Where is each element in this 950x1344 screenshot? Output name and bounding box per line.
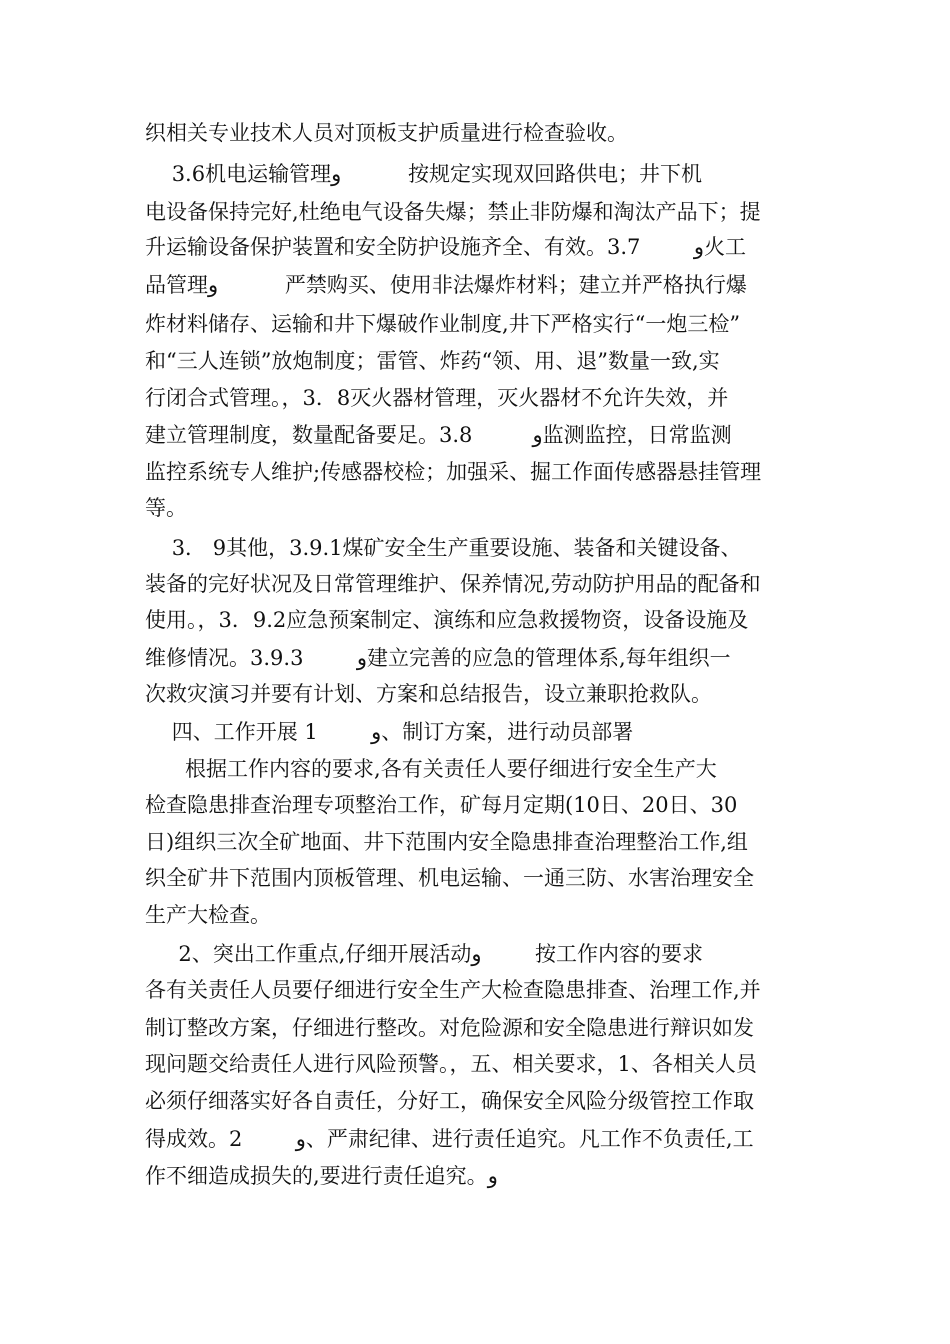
text-line: 织相关专业技术人员对顶板支护质量进行检查验收。 [145,121,628,145]
text-line: 使用。，3．9.2应急预案制定、演练和应急救援物资，设备设施及 [145,608,749,632]
text-line: 生产大检查。 [145,903,271,927]
text-line: 装备的完好状况及日常管理维护、保养情况,劳动防护用品的配备和 [145,572,761,596]
text-line: 根据工作内容的要求,各有关责任人要仔细进行安全生产大 [145,757,717,781]
text-line: 等。 [145,496,187,520]
text-line: 行闭合式管理。，3．8灭火器材管理，灭火器材不允许失效，并 [145,386,729,410]
text-line: 电设备保持完好,杜绝电气设备失爆；禁止非防爆和淘汰产品下；提 [145,200,761,224]
text-line: 必须仔细落实好各自责任，分好工，确保安全风险分级管控工作取 [145,1089,754,1113]
text-line: 四、工作开展 1 و、制订方案，进行动员部署 [145,720,634,744]
text-line: 日)组织三次全矿地面、井下范围内安全隐患排查治理整治工作,组 [145,830,748,854]
text-line: 建立管理制度，数量配备要足。3.8 و监测监控，日常监测 [145,423,732,447]
text-line: 品管理و 严禁购买、使用非法爆炸材料；建立并严格执行爆 [145,273,747,297]
text-line: 监控系统专人维护;传感器校检；加强采、掘工作面传感器悬挂管理 [145,460,762,484]
text-line: 维修情况。3.9.3 و建立完善的应急的管理体系,每年组织一 [145,646,731,670]
text-line: 各有关责任人员要仔细进行安全生产大检查隐患排查、治理工作,并 [145,978,761,1002]
text-line: 3． 9其他，3.9.1煤矿安全生产重要设施、装备和关键设备、 [145,536,742,560]
text-line: 织全矿井下范围内顶板管理、机电运输、一通三防、水害治理安全 [145,866,754,890]
text-line: 制订整改方案，仔细进行整改。对危险源和安全隐患进行辩识如发 [145,1016,754,1040]
text-line: 次救灾演习并要有计划、方案和总结报告，设立兼职抢救队。 [145,682,712,706]
text-line: 2、突出工作重点,仔细开展活动و 按工作内容的要求 [145,942,703,966]
text-line: 作不细造成损失的,要进行责任追究。و [145,1164,498,1188]
text-line: 炸材料储存、运输和井下爆破作业制度,井下严格实行“一炮三检” [145,312,741,336]
text-line: 3.6机电运输管理و 按规定实现双回路供电；井下机 [145,162,703,186]
text-line: 升运输设备保护装置和安全防护设施齐全、有效。3.7 و火工 [145,235,746,259]
text-line: 和“三人连锁”放炮制度；雷管、炸药“领、用、退”数量一致,实 [145,349,720,373]
text-line: 现问题交给责任人进行风险预警。，五、相关要求，1、各相关人员 [145,1052,757,1076]
text-line: 得成效。2 و、严肃纪律、进行责任追究。凡工作不负责任,工 [145,1127,754,1151]
text-line: 检查隐患排查治理专项整治工作，矿每月定期(10日、20日、30 [145,793,738,817]
